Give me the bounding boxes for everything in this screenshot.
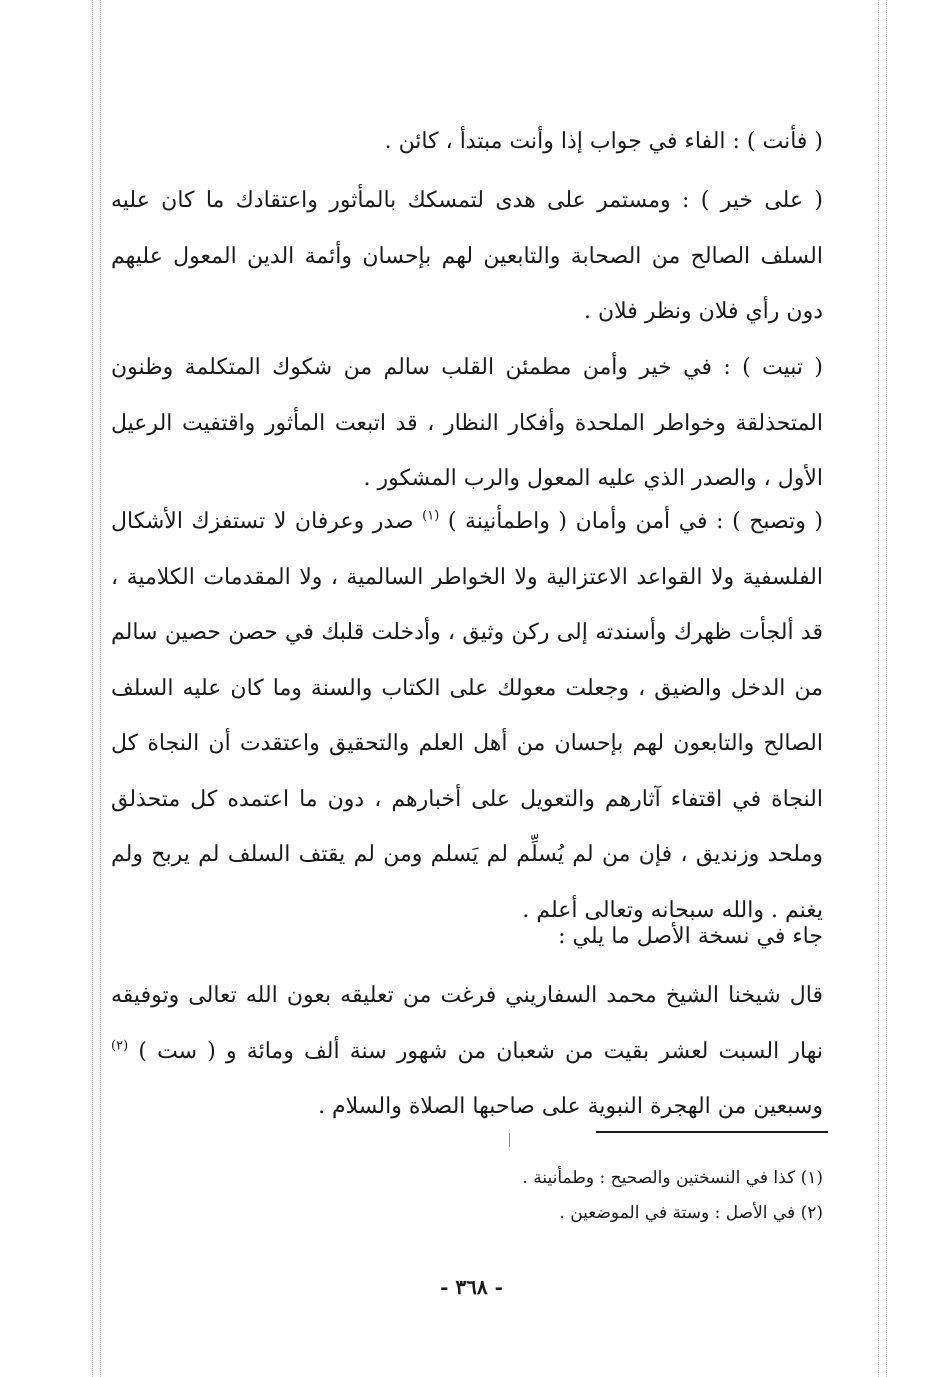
scan-margin-line [92, 0, 93, 1377]
page-number: - ٣٦٨ - [440, 1275, 503, 1299]
paragraph-ala-khayr: ( على خير ) : ومستمر على هدى لتمسكك بالمأثور واعتقادك ما كان عليه السلف الصالح من الصحابة والتابعين لهم بإحسان وأئمة الدين المعول عليهم دون رأي فلان ونظر فلان . [111, 188, 823, 324]
footnote-2: (٢) في الأصل : وستة في الموضعين . [559, 1203, 823, 1223]
footnote-separator [596, 1131, 828, 1133]
paragraph-text: ( وتصبح ) : في أمن وأمان ( واطمأنينة ) [447, 509, 824, 534]
paragraph-text: قال شيخنا الشيخ محمد السفاريني فرغت من تعليقه بعون الله تعالى وتوفيقه نهار السبت لعشر بقيت من شعبان من شهور سنة ألف ومائة و ( ست ) [111, 983, 823, 1064]
footnote-reference: (١) [422, 508, 440, 524]
scan-margin-line [886, 0, 887, 1377]
paragraph-text: صدر وعرفان لا تستفزك الأشكال الفلسفية ولا القواعد الاعتزالية ولا الخواطر السالمية ، ولا المقدمات الكلامية ، قد ألجأت ظهرك وأسندته إلى ركن وثيق ، وأدخلت قلبك في حصن حصين سالم من الدخل والضيق ، وجعلت معولك على الكتاب والسنة وما كان عليه السلف الصالح والتابعون لهم بإحسان من أهل العلم والتحقيق واعتقدت أن النجاة كل النجاة في اقتفاء آثارهم والتعويل على أخبارهم ، دون ما اعتمده كل متحذلق وملحد وزنديق ، فإن من لم يُسلِّم لم يَسلم ومن لم يقتف السلف لم يربح ولم يغنم . والله سبحانه وتعالى أعلم . [111, 509, 823, 923]
paragraph-text: وسبعين من الهجرة النبوية على صاحبها الصلاة والسلام . [318, 1094, 823, 1119]
paragraph-tabit: ( تبيت ) : في خير وأمن مطمئن القلب سالم من شكوك المتكلمة وظنون المتحذلقة وخواطر الملحدة وأفكار النظار ، قد اتبعت المأثور واقتفيت الرعيل الأول ، والصدر الذي عليه المعول والرب المشكور . [111, 355, 823, 491]
scan-margin-line [100, 0, 101, 1377]
scan-margin-line [878, 0, 879, 1377]
paragraph-fanta: ( فأنت ) : الفاء في جواب إذا وأنت مبتدأ ، كائن . [384, 129, 823, 154]
paragraph-colophon [111, 968, 823, 1135]
paragraph-asl-note: جاء في نسخة الأصل ما يلي : [558, 924, 823, 949]
footnote-reference: (٢) [111, 1038, 129, 1054]
footnote-1: (١) كذا في النسختين والصحيح : وطمأنينة . [522, 1168, 823, 1188]
scan-speck [509, 1133, 510, 1147]
paragraph-tusbih [111, 494, 823, 938]
footnotes [111, 1161, 823, 1231]
